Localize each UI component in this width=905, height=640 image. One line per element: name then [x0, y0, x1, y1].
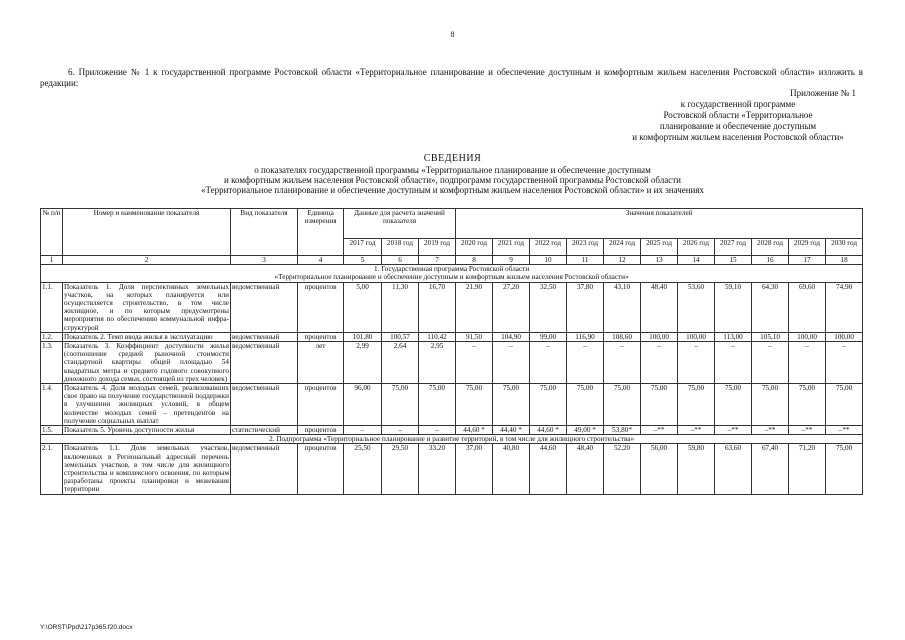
- indicator-value: 96,00: [344, 384, 382, 426]
- indicator-value: 2,95: [419, 342, 456, 384]
- header-base: Данные для расчета значений показателя: [344, 209, 456, 239]
- indicator-value: 44,60: [530, 444, 567, 494]
- header-type: Вид показателя: [231, 209, 298, 256]
- indicator-value: 25,50: [344, 444, 382, 494]
- indicator-value: 33,20: [419, 444, 456, 494]
- column-number: 3: [231, 256, 298, 265]
- indicator-name: Показатель 5. Уровень доступности жилья: [63, 426, 231, 435]
- indicator-value: 108,60: [604, 332, 641, 341]
- indicator-unit: процентов: [298, 384, 344, 426]
- indicator-value: –: [382, 426, 419, 435]
- year-header: 2029 год: [789, 239, 826, 256]
- indicator-value: 40,80: [493, 444, 530, 494]
- indicator-value: –: [678, 342, 715, 384]
- indicator-value: 69,60: [789, 282, 826, 332]
- indicators-table: [40, 208, 863, 495]
- column-number: 10: [530, 256, 567, 265]
- section-row: [41, 265, 863, 282]
- indicator-unit: процентов: [298, 332, 344, 341]
- column-number: 13: [641, 256, 678, 265]
- indicator-value: 59,80: [678, 444, 715, 494]
- indicator-value: –: [641, 342, 678, 384]
- column-number: 2: [63, 256, 231, 265]
- section-title: [41, 435, 863, 444]
- indicator-value: 75,00: [826, 444, 863, 494]
- row-number: 2.1.: [41, 444, 63, 494]
- indicator-name: Показатель 4. Доля молодых семей, реализовавших свое право на получение государственной поддержки в улучшении жилищных условий, в общем количестве молодых семей – претендентов на получение социальных выплат: [64, 384, 229, 425]
- column-number: 4: [298, 256, 344, 265]
- indicator-value: –**: [641, 426, 678, 435]
- indicator-value: 53,60: [678, 282, 715, 332]
- indicator-name: Показатель 1. Доля перспективных земельных участков, на которых планируется или осуществляется строительство, в том числе жилищное, и по которым предусмотрены мероприятия по обеспечению коммунальной инфра-структурой: [64, 282, 229, 332]
- indicator-value: 21,90: [456, 282, 493, 332]
- year-header: 2030 год: [826, 239, 863, 256]
- row-number: 1.4.: [41, 384, 63, 426]
- appendix-line: Ростовской области «Территориальное: [663, 110, 813, 120]
- indicator-type: статистический: [231, 426, 298, 435]
- indicator-value: 43,10: [604, 282, 641, 332]
- header-num: № п/п: [41, 209, 63, 256]
- indicator-value: 75,00: [715, 384, 752, 426]
- indicator-value: 67,40: [752, 444, 789, 494]
- appendix-header: [580, 88, 856, 143]
- indicator-value: 59,10: [715, 282, 752, 332]
- indicator-value: 105,10: [752, 332, 789, 341]
- indicator-value: –**: [678, 426, 715, 435]
- indicator-unit: лет: [298, 342, 344, 384]
- indicator-value: 16,70: [419, 282, 456, 332]
- indicator-value: 91,50: [456, 332, 493, 341]
- table-row: [41, 342, 863, 384]
- page-number: 8: [450, 30, 455, 39]
- appendix-line: к государственной программе: [680, 99, 796, 109]
- indicator-value: 100,00: [789, 332, 826, 341]
- section-line: 1. Государственная программа Ростовской области: [374, 265, 530, 274]
- indicator-value: 100,00: [641, 332, 678, 341]
- year-header: 2025 год: [641, 239, 678, 256]
- indicator-unit: процентов: [298, 444, 344, 494]
- indicator-value: 32,50: [530, 282, 567, 332]
- indicator-value: –**: [789, 426, 826, 435]
- row-number: 1.2.: [41, 332, 63, 341]
- year-header: 2019 год: [419, 239, 456, 256]
- table-row: [41, 282, 863, 332]
- subtitle-line: «Территориальное планирование и обеспечение доступным и комфортным жильем населения Ростовской области» и их значениях: [200, 185, 705, 195]
- indicator-value: 44,60 *: [530, 426, 567, 435]
- indicator-value: 113,00: [715, 332, 752, 341]
- indicator-type: ведомственный: [231, 332, 298, 341]
- indicator-value: 100,57: [382, 332, 419, 341]
- table-row: [41, 426, 863, 435]
- row-number: 1.3.: [41, 342, 63, 384]
- indicator-value: 29,50: [382, 444, 419, 494]
- indicator-name: Показатель 2. Темп ввода жилья в эксплуатацию: [63, 332, 231, 341]
- indicator-value: 37,80: [567, 282, 604, 332]
- column-number: 1: [41, 256, 63, 265]
- appendix-line: и комфортным жильем населения Ростовской области»: [632, 132, 844, 142]
- indicator-value: 52,20: [604, 444, 641, 494]
- indicator-value: 64,30: [752, 282, 789, 332]
- header-values: Значения показателей: [456, 209, 863, 239]
- indicator-value: 75,00: [752, 384, 789, 426]
- column-number: 16: [752, 256, 789, 265]
- table-row: [41, 332, 863, 341]
- indicator-value: –: [715, 342, 752, 384]
- indicator-value: 71,20: [789, 444, 826, 494]
- indicator-value: 49,00 *: [567, 426, 604, 435]
- section-title: [41, 265, 863, 282]
- column-number: 14: [678, 256, 715, 265]
- intro-paragraph: 6. Приложение № 1 к государственной программе Ростовской области «Территориальное планирование и обеспечение доступным и комфортным жильем населения Ростовской области» изложить в редакции:: [40, 67, 863, 88]
- indicator-value: 75,00: [382, 384, 419, 426]
- indicator-value: –: [826, 342, 863, 384]
- year-header: 2020 год: [456, 239, 493, 256]
- year-header: 2028 год: [752, 239, 789, 256]
- indicator-value: 5,00: [344, 282, 382, 332]
- indicator-value: 44,60 *: [456, 426, 493, 435]
- indicator-type: ведомственный: [231, 384, 298, 426]
- indicator-value: 37,00: [456, 444, 493, 494]
- indicator-name: Показатель 1.1. Доля земельных участков, включенных в Региональный адресный перечень земельных участков, в том числе для жилищного строительства и комплексного освоения, по которым разработаны проекты планировки и межевания территории: [64, 444, 229, 494]
- section-row: [41, 435, 863, 444]
- indicator-unit: процентов: [298, 426, 344, 435]
- year-header: 2024 год: [604, 239, 641, 256]
- indicator-value: –: [789, 342, 826, 384]
- year-header: 2017 год: [344, 239, 382, 256]
- indicator-value: 100,00: [678, 332, 715, 341]
- file-path: Y:\ORST\Ppd\217p365.f20.docx: [40, 624, 133, 631]
- indicator-value: 75,00: [789, 384, 826, 426]
- column-number: 5: [344, 256, 382, 265]
- year-header: 2027 год: [715, 239, 752, 256]
- indicator-value: –: [567, 342, 604, 384]
- indicator-type: ведомственный: [231, 342, 298, 384]
- indicator-value: –: [456, 342, 493, 384]
- column-number: 11: [567, 256, 604, 265]
- year-header: 2026 год: [678, 239, 715, 256]
- indicator-value: 63,60: [715, 444, 752, 494]
- year-header: 2018 год: [382, 239, 419, 256]
- indicator-value: 53,80*: [604, 426, 641, 435]
- indicator-value: –: [530, 342, 567, 384]
- column-number: 15: [715, 256, 752, 265]
- indicator-value: –: [752, 342, 789, 384]
- column-number: 9: [493, 256, 530, 265]
- appendix-line: планирование и обеспечение доступным: [659, 121, 817, 131]
- column-number: 18: [826, 256, 863, 265]
- indicator-value: 75,00: [826, 384, 863, 426]
- indicator-value: –**: [826, 426, 863, 435]
- indicator-value: 110,42: [419, 332, 456, 341]
- indicator-value: 75,00: [604, 384, 641, 426]
- indicator-value: 48,40: [567, 444, 604, 494]
- year-header: 2021 год: [493, 239, 530, 256]
- indicator-value: 2,99: [344, 342, 382, 384]
- column-number: 12: [604, 256, 641, 265]
- indicator-value: 99,00: [530, 332, 567, 341]
- indicator-value: –: [604, 342, 641, 384]
- subtitle-line: и комфортным жильем населения Ростовской области», подпрограмм государственной программы Ростовской области: [224, 175, 681, 185]
- section-line: 2. Подпрограмма «Территориальное планирование и развитие территорий, в том числе для жилищного строительства»: [269, 435, 635, 444]
- table-row: [41, 444, 863, 494]
- appendix-line: Приложение № 1: [790, 88, 856, 98]
- indicator-value: 75,00: [419, 384, 456, 426]
- indicator-value: 48,40: [641, 282, 678, 332]
- indicator-value: 44,40 *: [493, 426, 530, 435]
- indicator-value: 2,64: [382, 342, 419, 384]
- indicator-value: 75,00: [567, 384, 604, 426]
- column-number: 7: [419, 256, 456, 265]
- indicator-value: 100,00: [826, 332, 863, 341]
- year-header: 2023 год: [567, 239, 604, 256]
- header-unit: Единица измерения: [298, 209, 344, 256]
- header-name: Номер и наименование показателя: [63, 209, 231, 256]
- indicator-name: Показатель 3. Коэффициент доступности жилья (соотношение средней рыночной стоимости стандартной квартиры общей площадью 54 квадратных метра и среднего годового совокупного денежного дохода семьи, состоящей из трех человек): [64, 342, 229, 383]
- section-line: «Территориальное планирование и обеспечение доступным и комфортным жильем населения Ростовской области»: [274, 273, 629, 282]
- row-number: 1.1.: [41, 282, 63, 332]
- indicator-value: –**: [752, 426, 789, 435]
- indicator-value: 56,00: [641, 444, 678, 494]
- row-number: 1.5.: [41, 426, 63, 435]
- indicator-value: 11,30: [382, 282, 419, 332]
- subtitle-line: о показателях государственной программы «Территориальное планирование и обеспечение доступным: [254, 165, 651, 175]
- indicator-value: 101,80: [344, 332, 382, 341]
- column-number: 17: [789, 256, 826, 265]
- document-subtitle: [90, 165, 815, 195]
- document-title: СВЕДЕНИЯ: [423, 153, 482, 164]
- indicator-value: 116,90: [567, 332, 604, 341]
- indicator-value: –**: [715, 426, 752, 435]
- year-header: 2022 год: [530, 239, 567, 256]
- indicator-type: ведомственный: [231, 282, 298, 332]
- table-row: [41, 384, 863, 426]
- indicator-value: 27,20: [493, 282, 530, 332]
- column-number: 8: [456, 256, 493, 265]
- indicator-value: 74,90: [826, 282, 863, 332]
- indicator-value: 75,00: [493, 384, 530, 426]
- indicator-unit: процентов: [298, 282, 344, 332]
- indicator-value: –: [344, 426, 382, 435]
- column-number: 6: [382, 256, 419, 265]
- indicator-value: –: [419, 426, 456, 435]
- indicator-value: 75,00: [530, 384, 567, 426]
- indicator-value: 75,00: [641, 384, 678, 426]
- indicator-value: 75,00: [456, 384, 493, 426]
- indicator-value: –: [493, 342, 530, 384]
- indicator-type: ведомственный: [231, 444, 298, 494]
- indicator-value: 104,90: [493, 332, 530, 341]
- indicator-value: 75,00: [678, 384, 715, 426]
